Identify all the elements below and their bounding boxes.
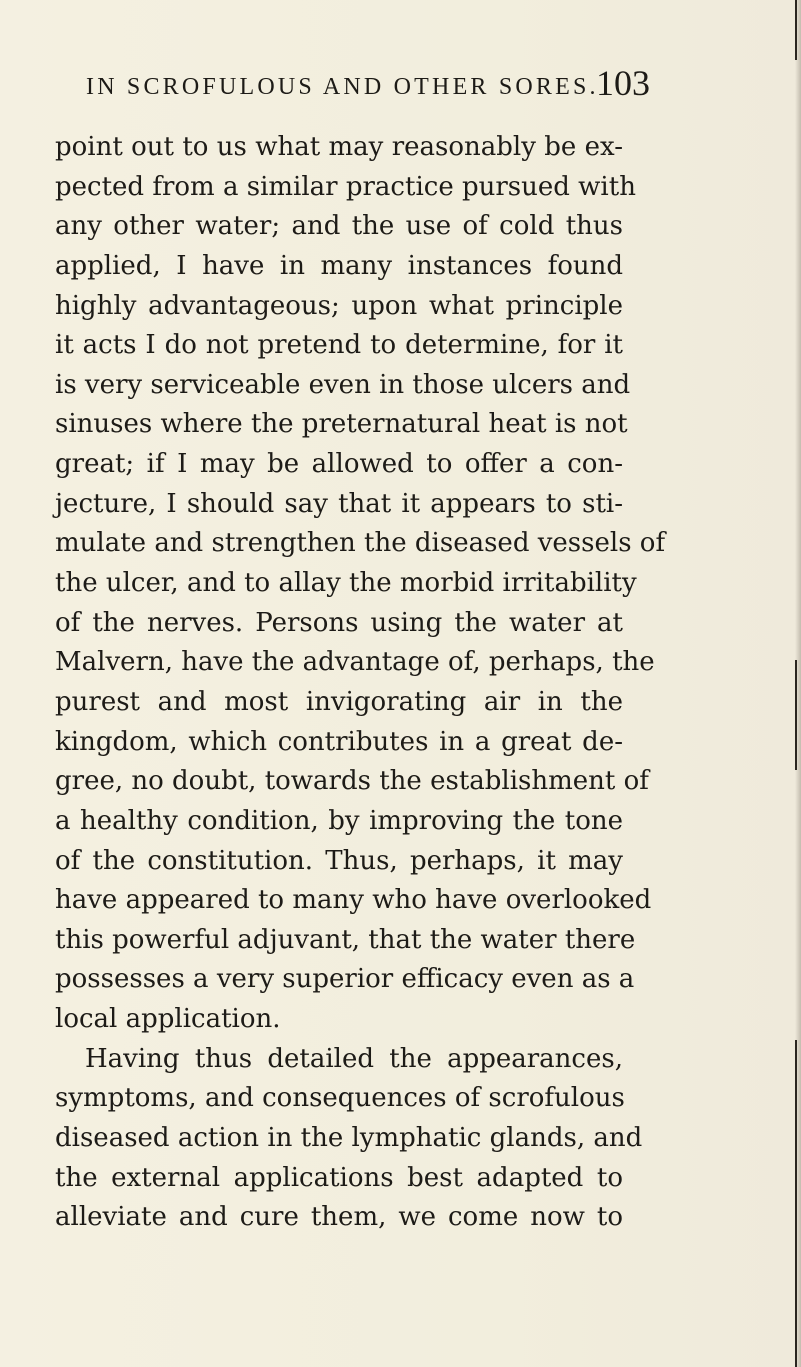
text-line: great; if I may be allowed to offer a con- xyxy=(55,449,623,480)
text-line: any other water; and the use of cold thus xyxy=(55,211,623,242)
page-edge-line xyxy=(795,1040,797,1367)
text-line: a healthy condition, by improving the tone xyxy=(55,805,623,836)
page-number: 103 xyxy=(596,63,650,103)
text-line: of the constitution. Thus, perhaps, it may xyxy=(55,845,623,876)
text-line: sinuses where the preternatural heat is not xyxy=(55,409,628,440)
text-line: symptoms, and consequences of scrofulous xyxy=(55,1083,625,1114)
text-line: jecture, I should say that it appears to sti- xyxy=(55,488,623,519)
text-line: is very serviceable even in those ulcers and xyxy=(55,369,631,400)
text-line: applied, I have in many instances found xyxy=(55,250,623,281)
page-edge-line xyxy=(795,0,797,60)
text-line: Having thus detailed the appearances, xyxy=(85,1043,623,1074)
text-line: Malvern, have the advantage of, perhaps, the xyxy=(55,647,655,678)
text-line: point out to us what may reasonably be ex- xyxy=(55,132,623,162)
text-line: the ulcer, and to allay the morbid irritability xyxy=(55,568,637,599)
text-line: it acts I do not pretend to determine, for it xyxy=(55,330,623,361)
text-line: diseased action in the lymphatic glands, and xyxy=(55,1123,643,1154)
text-line: this powerful adjuvant, that the water there xyxy=(55,924,636,955)
body-text xyxy=(55,128,666,1238)
text-line: purest and most invigorating air in the xyxy=(55,686,623,717)
text-line: have appeared to many who have overlooked xyxy=(55,885,652,916)
text-line: possesses a very superior efficacy even as a xyxy=(55,964,635,995)
text-line: mulate and strengthen the diseased vessels of xyxy=(55,528,666,559)
page-edge-line xyxy=(795,660,797,770)
text-line: alleviate and cure them, we come now to xyxy=(55,1202,623,1233)
text-line: of the nerves. Persons using the water at xyxy=(55,607,623,638)
running-head: IN SCROFULOUS AND OTHER SORES. xyxy=(86,74,599,100)
text-line: the external applications best adapted to xyxy=(55,1162,623,1193)
text-line: highly advantageous; upon what principle xyxy=(55,290,623,321)
text-line: kingdom, which contributes in a great de- xyxy=(55,726,623,757)
page-header xyxy=(86,62,686,106)
text-line: pected from a similar practice pursued with xyxy=(55,171,636,202)
text-line: local application. xyxy=(55,1004,281,1035)
text-line: gree, no doubt, towards the establishment of xyxy=(55,766,649,797)
